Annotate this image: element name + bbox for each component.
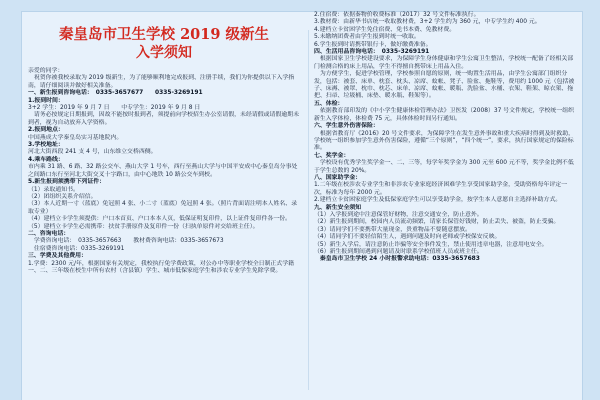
section-heading: 4.乘车路线： [28, 156, 64, 163]
paragraph: 1.学费：2300 元/年，根据国家有关规定，我校执行免学费政策，对公办中等职业学校全日制正式学籍一、二、三年级在校生中所有农村（含县镇）学生、城市低保家庭学生和涉农专业学生免除学费。 [28, 260, 294, 274]
paragraph: 中国燕成大学秦皇岛实习基地院内。 [28, 134, 123, 141]
paragraph: （1）录取通知书。 [28, 186, 79, 193]
right-column [314, 12, 578, 264]
paragraph: （5）建档立卡学生必需携带：扶贫手册原件及复印件一份（扫执单原件对交给班主任）。 [28, 223, 259, 230]
paragraph: 亲爱的同学： [28, 68, 64, 74]
paragraph: （3）本人近期一寸（蓝底）免冠照 4 张、小二寸（蓝底）免冠照 4 张。（照片背面请注明本人姓名、录取专业） [28, 201, 298, 215]
section-heading: 四、生活用品咨询电话： 0335-3269191 [314, 49, 430, 56]
paragraph: 1.二年级在校涉农专业学生和非涉农专业家庭经济困难学生享受国家助学金，受助资格每年评定一次，标准为每年 2000 元。 [314, 182, 568, 196]
paragraph: 3.教材费：由新华书店统一收取教材费，3+2 学生约为 360 元，中专学生约 400 元。 [314, 19, 541, 26]
paragraph: 6.学生报到时请携带银行卡，做好缴费准备。 [314, 41, 432, 48]
paragraph: （2）团组织关系介绍信。 [28, 193, 97, 200]
paragraph: 2.建档立卡贫困家庭学生及低保家庭学生可以享受助学金，按学生本人意愿自主选择补助方式。 [314, 197, 562, 204]
paragraph: 市内乘 31 路、6 路、32 路公交车、燕山大学 1 号车，西行至燕山大学与中国平安成中心秦皇岛分事处之间路口东行至河北大街交叉十字路口，由中心地铁 10 路公交车到校。 [28, 164, 298, 178]
paragraph: 3+2 学生：2019 年 9 月 7 日 中专学生：2019 年 9 月 8 日 [28, 105, 201, 112]
notice-title: 秦皇岛市卫生学校 2019 级新生 [59, 26, 269, 43]
paragraph: 4.建档立卡贫困学生免住宿费、免书本费、免教材费。 [314, 26, 456, 33]
paragraph: （5）新生入学后，请注意防止诈骗等安全事件发生，禁止使用违章电器，注意用电安全。 [314, 241, 548, 248]
left-column-body [28, 68, 300, 275]
paragraph: （3）请同学们不要携带大量现金，贵重物品不要随意摆放。 [314, 226, 471, 233]
paragraph: 住宿费咨询电话：0335-3269191 [28, 245, 125, 252]
notice-subtitle: 入学须知 [136, 45, 192, 61]
section-heading: 五、体检： [314, 100, 344, 107]
section-heading: 七、奖学金： [314, 152, 350, 159]
paragraph: 根据国家卫生学校建设要求，为保障学生身体健康和学生公寓卫生整洁，学校统一配备了经相关部门检测合格的床上用品，学生不得擅自携带床上用品入住。 [314, 56, 574, 70]
paragraph: 为方便学生，促进学校管理，学校参照自愿的原则，统一购置生活用品，由学生公寓部门组织分发，包括：被套、床单、枕套、枕头、凉席、蚊帐、凳子、脸盆、拖鞋等，费用约 1000 元（包括被子、床褥、被罩、枕巾、枕芯、床单、凉席、蚊帐、暖瓶、洗脸盆、水桶、衣架、鞋架、晾衣架、拖把、扫帚、垃圾桶、床垫、暖水瓶、鞋架等）。 [314, 71, 575, 100]
paragraph: 依据教育部印发的《中小学生健康体检管理办法》卫医发（2008）37 号文件规定，学校统一组织新生入学体检，体检费 75 元，具体体检时间另行通知。 [314, 108, 574, 122]
paragraph: 2.住宿费：依据秦物价收费标准（2017）32 号文件标准执行。 [314, 12, 480, 18]
left-column [28, 12, 300, 275]
paragraph: 河北大街西段 241 支 4 号，山东维立交桥西侧。 [28, 149, 157, 156]
section-heading: 八、国家助学金： [314, 174, 362, 181]
paragraph: （1）入学报到途中注意保管好财物，注意交通安全，防止意外。 [314, 211, 483, 218]
section-heading: 三、学费及其他费用： [28, 253, 87, 260]
section-heading: 一、新生报到咨询电话： 0335-3657677 0335-3269191 [28, 90, 203, 97]
notice-sheet [22, 12, 582, 400]
right-column-body [314, 12, 578, 264]
paragraph: （4）建档立卡学生须提供：户口本首页、户口本本人页，低保证明复印件，以上证件复印件各一份。 [28, 216, 291, 223]
section-heading: 二、咨询电话： [28, 230, 70, 237]
paragraph: （4）请同学们不要轻信陌生人，遇到问题及时向老师或学校保安反映。 [314, 234, 501, 241]
section-heading: 九、新生安全须知 [314, 204, 362, 211]
paragraph: （6）新生报到期间遇到问题请及时联系学校值班人员或班主任。 [314, 249, 483, 255]
paragraph: （2）新生报到期间，校园内人员流动频繁，请家长保管好钱财，防止丢失、被盗，防止受骗。 [314, 219, 560, 226]
paragraph: 学校设有优秀学生奖学金一、二、三等，每学年奖学金为 300 元至 600 元不等，奖学金比例不低于学生总数的 20%。 [314, 160, 574, 174]
section-heading: 5.新生报到须携带下列证件： [28, 179, 106, 186]
paragraph: 5.未缴纳团费者由学生报到时统一收取。 [314, 34, 420, 41]
paragraph: 请务必按规定日期报到，因故不能按时报到者，须提前向学校招生办公室请假，未经请假或请假逾期未到者，视为自动放弃入学资格。 [28, 112, 299, 126]
section-heading: 3.学校地址： [28, 142, 64, 149]
section-heading: 六、学生意外伤害保险： [314, 123, 379, 130]
paragraph: 根据省教育厅《2016》20 号文件要求，为保障学生在发生意外事故和重大疾病时得到及时救助，学校统一组织参加学生意外伤害保险，遵循“三个原则”，“四个统一”，要求，执行国家规定的保险标准。 [314, 130, 574, 152]
section-heading: 1.报到时间： [28, 97, 64, 104]
paragraph: 学费咨询电话： 0335-3657663 教材费咨询电话：0335-3657673 [28, 238, 224, 245]
column-divider [308, 30, 309, 390]
section-heading: 2.报到地点： [28, 127, 64, 134]
section-heading: 秦皇岛市卫生学校 24 小时报警求助电话：0335-3657683 [314, 256, 480, 263]
paragraph: 祝贺你被我校录取为 2019 级新生，为了能够顺利地完成报到、注册手续，我们为你提供以下入学指南，请仔细阅读并做好相关准备。 [28, 75, 295, 89]
